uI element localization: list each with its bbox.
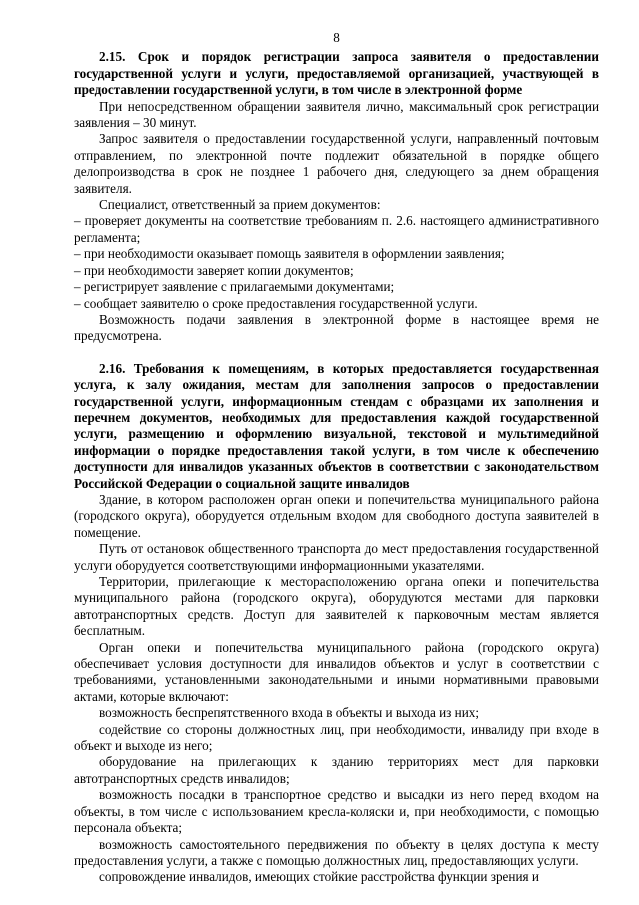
list-item: – при необходимости оказывает помощь заявителя в оформлении заявления; (74, 246, 505, 262)
paragraph: возможность самостоятельного передвижения по объекту в целях доступа к месту предоставления услуги, а также с помощью должностных лиц, предоставляющих услуги. (74, 836, 599, 868)
section-2-16 (74, 361, 599, 886)
section-heading: 2.15. Срок и порядок регистрации запроса заявителя о предоставлении государственной услуги и услуги, предоставляемой организацией, участвующей в предоставлении государственной услуги, в том числе в электронной форме (74, 49, 599, 98)
paragraph: Орган опеки и попечительства муниципального района (городского округа) обеспечивает условия доступности для инвалидов объектов и услуг в соответствии с требованиями, установленными законодательными и иными нормативными правовыми актами, которые включают: (74, 639, 599, 704)
section-spacer (74, 345, 599, 361)
paragraph: Специалист, ответственный за прием документов: (99, 197, 381, 213)
paragraph: сопровождение инвалидов, имеющих стойкие расстройства функции зрения и (99, 869, 539, 885)
paragraph: оборудование на прилегающих к зданию территориях мест для парковки автотранспортных средств инвалидов; (74, 754, 599, 786)
list-item: – регистрирует заявление с прилагаемыми документами; (74, 279, 395, 295)
paragraph: Путь от остановок общественного транспорта до мест предоставления государственной услуги оборудуется соответствующими информационными указателями. (74, 541, 599, 573)
paragraph: При непосредственном обращении заявителя лично, максимальный срок регистрации заявления – 30 минут. (74, 98, 599, 131)
section-heading: 2.16. Требования к помещениям, в которых предоставляется государственная услуга, к залу ожидания, местам для заполнения запросов о предоставлении государственной услуги, информационным стендам с образцами их заполнения и перечнем документов, необходимых для предоставления каждой государственной услуги, размещению и оформлению визуальной, текстовой и мультимедийной информации о порядке предоставления такой услуги, в том числе к обеспечению доступности для инвалидов указанных объектов в соответствии с законодательством Российской Федерации о социальной защите инвалидов (74, 360, 599, 491)
document-page (74, 30, 599, 886)
page-number: 8 (333, 30, 340, 45)
paragraph: возможность беспрепятственного входа в объекты и выхода из них; (99, 705, 480, 721)
paragraph: Запрос заявителя о предоставлении государственной услуги, направленный почтовым отправлением, по электронной почте подлежит обязательной в порядке общего делопроизводства в срок не позднее 1 рабочего дня, следующего за днем обращения заявителя. (74, 131, 599, 196)
list-item: – проверяет документы на соответствие требованиям п. 2.6. настоящего административного регламента; (74, 213, 599, 245)
paragraph: Возможность подачи заявления в электронной форме в настоящее время не предусмотрена. (74, 311, 599, 344)
list-item: – сообщает заявителю о сроке предоставления государственной услуги. (74, 295, 478, 311)
paragraph: Территории, прилегающие к месторасположению органа опеки и попечительства муниципального района (городского округа), оборудуются местами для парковки автотранспортных средств. Доступ для заявителей к парковочным местам является бесплатным. (74, 574, 599, 639)
section-2-15 (74, 49, 599, 344)
paragraph: Здание, в котором расположен орган опеки и попечительства муниципального района (городского округа), оборудуется отдельным входом для свободного доступа заявителей в помещение. (74, 491, 599, 540)
paragraph: возможность посадки в транспортное средство и высадки из него перед входом на объекты, в том числе с использованием кресла-коляски и, при необходимости, с помощью персонала объекта; (74, 787, 599, 836)
paragraph: содействие со стороны должностных лиц, при необходимости, инвалиду при входе в объект и выходе из него; (74, 721, 599, 754)
list-item: – при необходимости заверяет копии документов; (74, 262, 354, 278)
